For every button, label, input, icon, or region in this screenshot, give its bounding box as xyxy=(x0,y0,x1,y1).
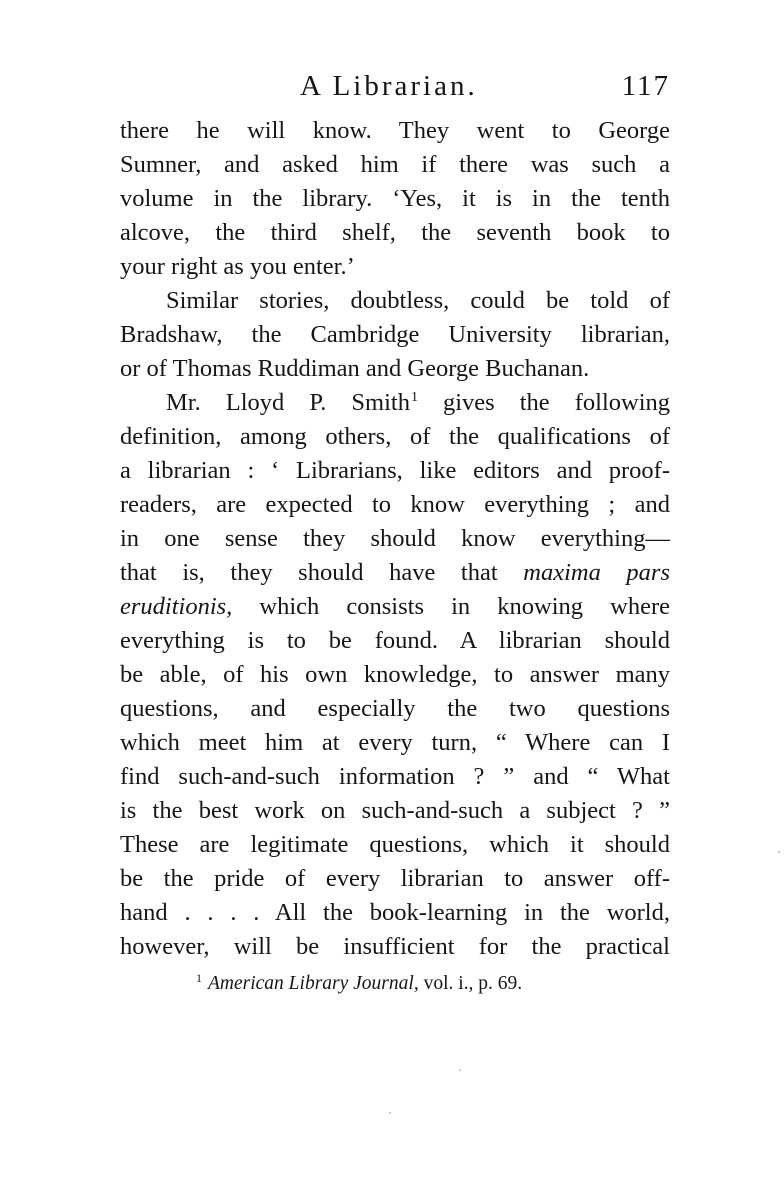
text-line: be able, of his own knowledge, to answer many xyxy=(120,661,670,688)
text-line xyxy=(120,556,670,590)
running-title: A Librarian. xyxy=(300,70,478,102)
text-line: Bradshaw, the Cambridge University librarian, xyxy=(120,321,670,348)
running-head xyxy=(0,66,784,106)
text-line: definition, among others, of the qualifications of xyxy=(120,423,670,450)
text-line: everything is to be found. A librarian should xyxy=(120,627,670,654)
text-line: readers, are expected to know everything ; and xyxy=(120,491,670,518)
text-line: a librarian : ‘ Librarians, like editors and proof- xyxy=(120,457,670,484)
text-line: hand . . . . All the book-learning in the world, xyxy=(120,899,670,926)
text-line: find such-and-such information ? ” and “ What xyxy=(120,763,670,790)
text-segment: that is, they should have that xyxy=(120,559,524,586)
text-line xyxy=(120,590,670,624)
text-line: or of Thomas Ruddiman and George Buchanan. xyxy=(120,355,590,382)
text-line: Sumner, and asked him if there was such a xyxy=(120,151,670,178)
text-segment: Mr. Lloyd P. Smith xyxy=(166,389,410,416)
text-line: be the pride of every librarian to answer off- xyxy=(120,865,670,892)
italic-phrase: maxima pars xyxy=(523,559,670,586)
footnote xyxy=(196,963,522,999)
paper-speck xyxy=(389,1112,391,1114)
footnote-citation: vol. i., p. 69. xyxy=(418,973,523,994)
text-line: These are legitimate questions, which it should xyxy=(120,831,670,858)
text-line: Similar stories, doubtless, could be told of xyxy=(166,287,670,314)
text-segment: gives the following xyxy=(417,389,670,416)
footnote-source-title: American Library Journal, xyxy=(208,973,419,994)
body-text xyxy=(120,114,670,964)
text-line xyxy=(120,386,670,420)
text-line: alcove, the third shelf, the seventh book to xyxy=(120,219,670,246)
text-line: your right as you enter.’ xyxy=(120,253,355,280)
text-line: questions, and especially the two questions xyxy=(120,695,670,722)
text-line: is the best work on such-and-such a subject ? ” xyxy=(120,797,670,824)
italic-phrase: eruditionis, xyxy=(120,593,233,620)
page-number: 117 xyxy=(621,70,670,102)
text-line: there he will know. They went to George xyxy=(120,117,670,144)
footnote-reference: 1 xyxy=(410,390,418,405)
text-line: however, will be insufficient for the practical xyxy=(120,933,670,960)
text-line: which meet him at every turn, “ Where can I xyxy=(120,729,670,756)
text-line: in one sense they should know everything— xyxy=(120,525,670,552)
paper-speck xyxy=(778,851,780,853)
footnote-marker: 1 xyxy=(196,971,202,985)
paper-speck xyxy=(459,1069,461,1071)
text-segment: which consists in knowing where xyxy=(232,593,670,620)
text-line: volume in the library. ‘Yes, it is in the tenth xyxy=(120,185,670,212)
